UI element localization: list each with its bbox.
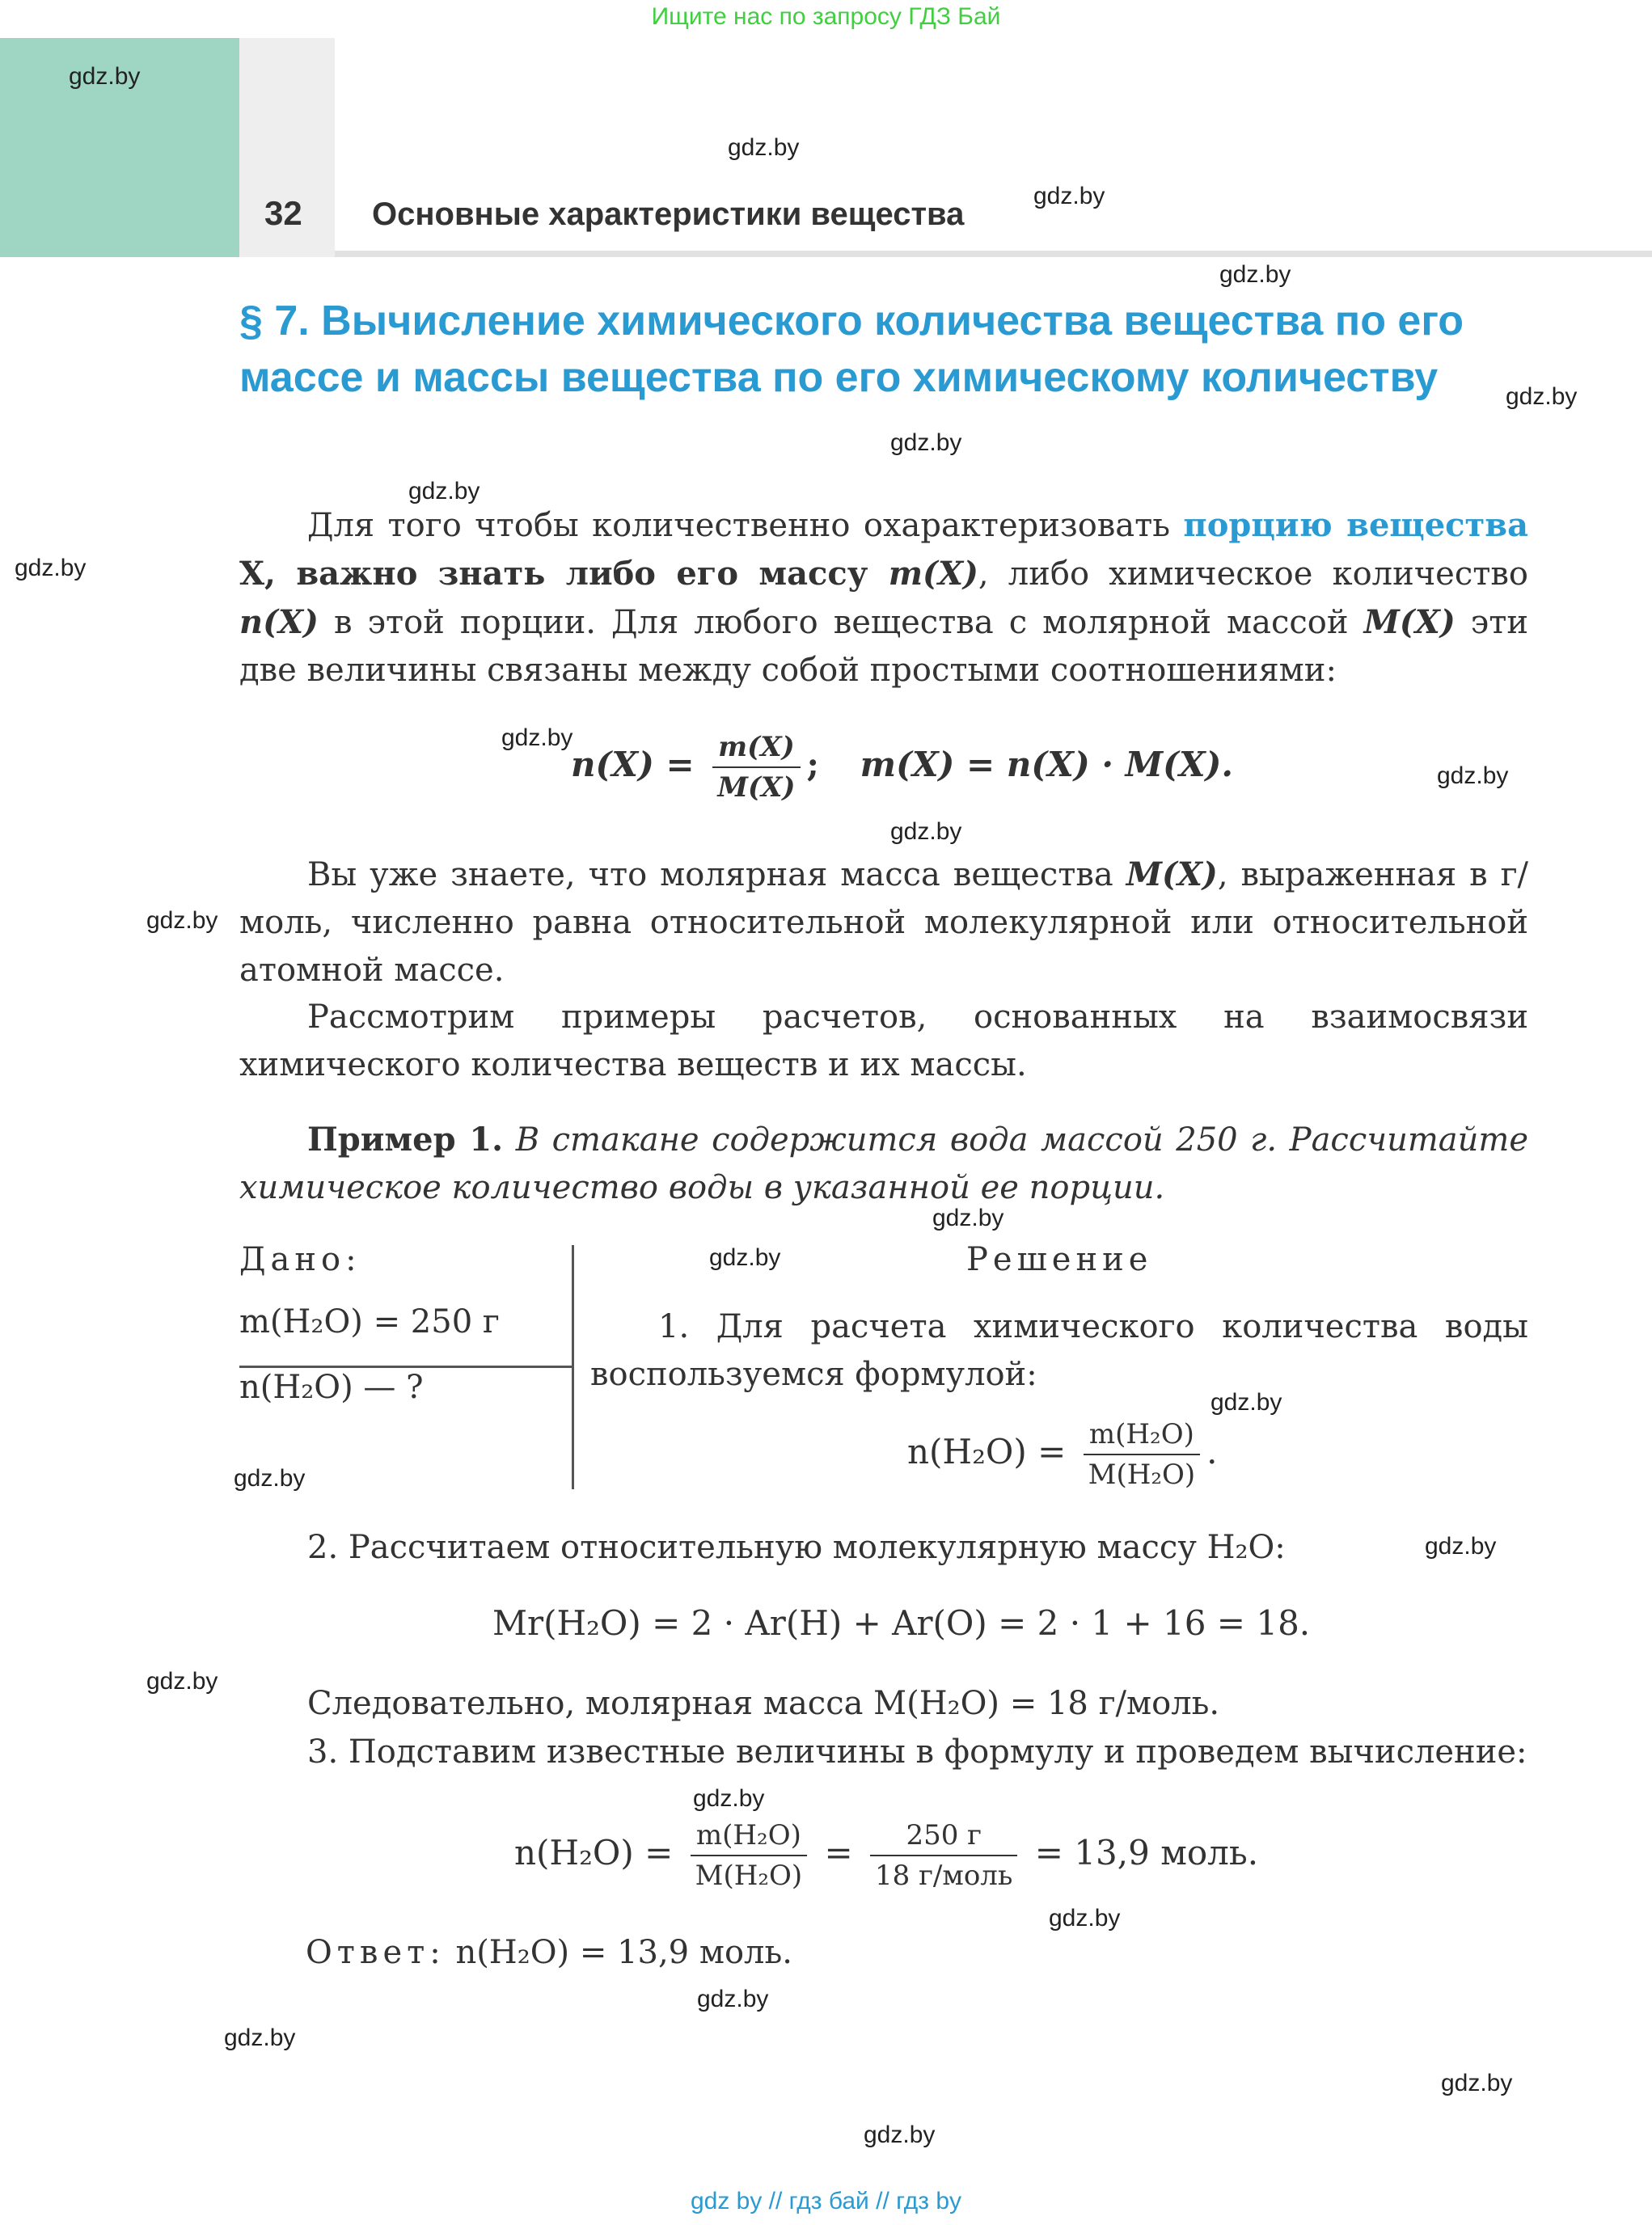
watermark: gdz.by [1219, 261, 1291, 288]
example-1: Пример 1. В стакане содержится вода массой 250 г. Рассчитайте химическое количество воды в указанной ее порции. [239, 1121, 1529, 1206]
watermark: gdz.by [932, 1205, 1004, 1231]
solution-step-2: 2. Рассчитаем относительную молекулярную массу H₂O: [307, 1529, 1286, 1566]
watermark: gdz.by [1049, 1905, 1121, 1932]
answer: Ответ: n(H₂O) = 13,9 моль. [306, 1934, 792, 1971]
watermark: gdz.by [709, 1244, 781, 1271]
given-divider-horizontal [239, 1366, 573, 1368]
solution-step-3: 3. Подставим известные величины в формулу и проведем вычисление: [307, 1733, 1527, 1771]
watermark: gdz.by [1033, 183, 1105, 209]
formula-step-2: Mr(H₂O) = 2 · Ar(H) + Ar(O) = 2 · 1 + 16 = 18. [492, 1603, 1311, 1643]
intro-paragraph: Для того чтобы количественно охарактеризовать порцию вещества X, важно знать либо его массу m(X), либо химическое количество n(X) в этой порции. Для любого вещества с молярной массой M(X) эти две величины связаны между собой простыми соотношениями: [239, 506, 1528, 689]
watermark: gdz.by [697, 1986, 769, 2012]
solution-step-1: 1. Для расчета химического количества воды воспользуемся формулой: [590, 1308, 1528, 1393]
formula-step-3: n(H₂O) = $\frac{\text{m(H₂O)}}{\text{M(H₂O)}}$ = $\frac{250 г}{\text{18 г/моль}}$ = 13,9 моль. [514, 1819, 1259, 1892]
solution-conclusion: Следовательно, молярная масса M(H₂O) = 18 г/моль. [307, 1685, 1220, 1722]
watermark: gdz.by [890, 429, 962, 456]
watermark: gdz.by [146, 1668, 218, 1695]
search-banner: Ищите нас по запросу ГДЗ Бай [651, 3, 1001, 30]
watermark: gdz.by [864, 2122, 936, 2148]
given-mass: m(H₂O) = 250 г [239, 1303, 500, 1340]
watermark: gdz.by [408, 478, 480, 505]
formula-main: n(X) = $\frac{m(X)}{M(X)}$ ; m(X) = n(X) · M(X). [571, 731, 1234, 804]
watermark: gdz.by [146, 907, 218, 934]
section-title: § 7. Вычисление химического количества вещества по его массе и массы вещества по его химическому количеству [239, 298, 1464, 401]
running-title: Основные характеристики вещества [372, 196, 965, 232]
watermark: gdz.by [69, 63, 141, 90]
watermark: gdz.by [1210, 1389, 1282, 1416]
watermark: gdz.by [728, 134, 800, 161]
watermark: gdz.by [224, 2024, 296, 2051]
watermark: gdz.by [1437, 762, 1509, 789]
page-number: 32 [264, 194, 302, 232]
footer-links: gdz by // гдз бай // гдз by [690, 2188, 962, 2214]
watermark: gdz.by [234, 1465, 306, 1492]
watermark: gdz.by [1425, 1533, 1497, 1560]
given-title: Дано: [239, 1241, 361, 1278]
watermark: gdz.by [15, 555, 87, 581]
header-rule [335, 251, 1652, 257]
watermark: gdz.by [1506, 383, 1578, 410]
watermark: gdz.by [693, 1785, 765, 1812]
formula-step-1: n(H₂O) = $\frac{\text{m(H₂O)}}{\text{M(H₂O)}}$ . [907, 1418, 1218, 1491]
term-portion: порцию вещества [1183, 506, 1528, 544]
solution-title: Решение [966, 1241, 1153, 1278]
paragraph-examples: Рассмотрим примеры расчетов, основанных на взаимосвязи химического количества веществ и их массы. [239, 999, 1528, 1083]
paragraph-molar-mass: Вы уже знаете, что молярная масса вещества M(X), выраженная в г/моль, численно равна относительной молекулярной или относительной атомной массе. [239, 855, 1529, 989]
watermark: gdz.by [1441, 2070, 1513, 2096]
watermark: gdz.by [890, 818, 962, 845]
watermark: gdz.by [501, 724, 573, 751]
given-unknown: n(H₂O) — ? [239, 1369, 424, 1406]
